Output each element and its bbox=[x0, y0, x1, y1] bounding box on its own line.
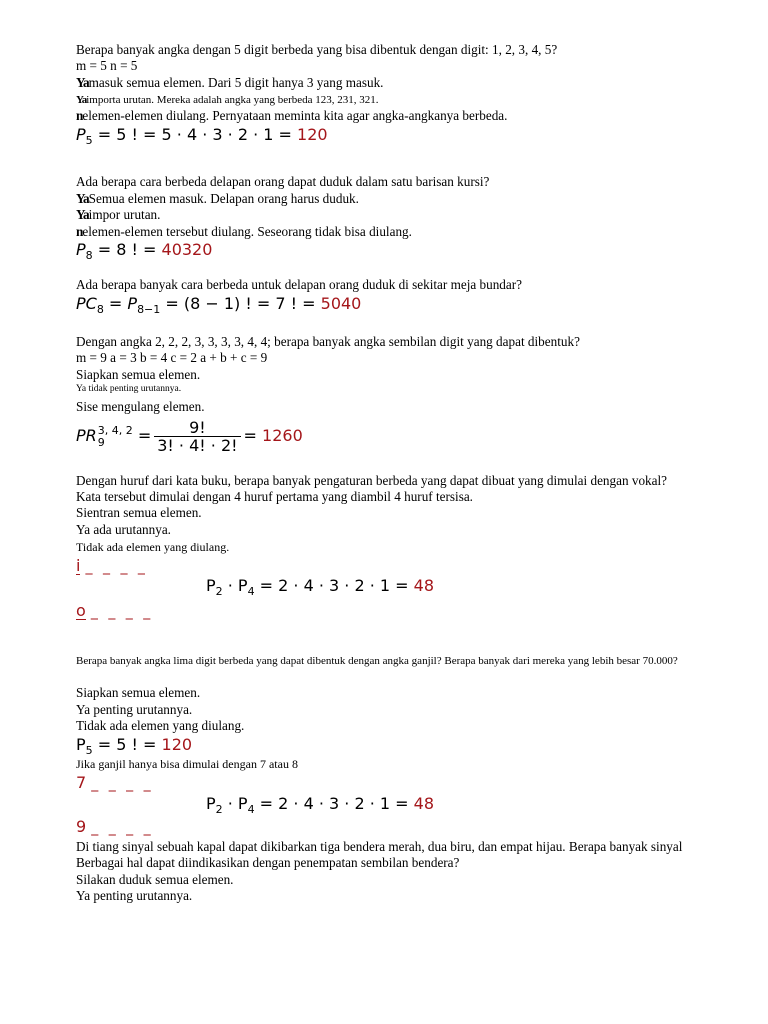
problem-6-start-2 bbox=[76, 817, 154, 838]
formula-subscript: 5 bbox=[85, 744, 93, 757]
problem-4-line-3: Sise mengulang elemen. bbox=[76, 399, 205, 414]
answer-marker: Ya bbox=[76, 207, 89, 222]
line-text: importa urutan. Mereka adalah angka yang berbeda 123, 231, 321. bbox=[86, 94, 379, 106]
problem-5-formula bbox=[206, 576, 434, 602]
formula-result: 120 bbox=[297, 125, 328, 144]
formula-symbol: PC bbox=[76, 294, 97, 313]
problem-6-question: Berapa banyak angka lima digit berbeda yang dapat dibentuk dengan angka ganjil? Berapa banyak dari mereka yang lebih besar 70.000? bbox=[76, 655, 678, 667]
line-text: elemen-elemen tersebut diulang. Seseorang tidak bisa diulang. bbox=[82, 224, 412, 239]
problem-5-question: Dengan huruf dari kata buku, berapa banyak pengaturan berbeda yang dapat dibuat yang dimulai dengan vokal? bbox=[76, 473, 668, 488]
formula-subscript-2: 4 bbox=[247, 585, 255, 598]
problem-2-line-2 bbox=[76, 207, 160, 223]
problem-6-note: Jika ganjil hanya bisa dimulai dengan 7 atau 8 bbox=[76, 757, 298, 771]
problem-7-question-line-2: Berbagai hal dapat diindikasikan dengan penempatan sembilan bendera? bbox=[76, 855, 460, 870]
formula-superscript: 3, 4, 2 bbox=[97, 423, 133, 437]
formula-equals-p: = P bbox=[108, 294, 138, 313]
problem-1-line-2 bbox=[76, 92, 379, 108]
line-text: impor urutan. bbox=[88, 207, 161, 222]
problem-2-question: Ada berapa cara berbeda delapan orang dapat duduk dalam satu barisan kursi? bbox=[76, 174, 490, 189]
formula-result: 120 bbox=[161, 735, 193, 754]
formula-expression: = 5 ! = bbox=[97, 735, 157, 754]
formula-expression: = bbox=[243, 426, 257, 445]
problem-1-line-3 bbox=[76, 108, 507, 124]
problem-4-formula bbox=[76, 418, 303, 454]
problem-5-line-3: Ya ada urutannya. bbox=[76, 522, 171, 537]
blanks: _ _ _ _ bbox=[91, 820, 154, 836]
formula-mid: · P bbox=[222, 576, 248, 595]
formula-symbol: P bbox=[76, 125, 86, 144]
formula-result: 48 bbox=[413, 576, 435, 595]
formula-expression: = 8 ! = bbox=[97, 240, 157, 259]
problem-6-line-3: Tidak ada elemen yang diulang. bbox=[76, 718, 245, 733]
formula-subscript: 2 bbox=[215, 585, 223, 598]
line-text: masuk semua elemen. Dari 5 digit hanya 3 yang masuk. bbox=[88, 75, 384, 90]
problem-6-formula-2 bbox=[206, 794, 434, 820]
formula-result: 48 bbox=[413, 794, 435, 813]
formula-result: 1260 bbox=[262, 426, 303, 445]
problem-6-start-1 bbox=[76, 773, 154, 794]
fraction-numerator: 9! bbox=[154, 419, 240, 437]
problem-4-question: Dengan angka 2, 2, 2, 3, 3, 3, 3, 4, 4; berapa banyak angka sembilan digit yang dapat dibentuk? bbox=[76, 334, 580, 349]
problem-1-question: Berapa banyak angka dengan 5 digit berbeda yang bisa dibentuk dengan digit: 1, 2, 3, 4, 5? bbox=[76, 42, 558, 57]
problem-5-line-1: Kata tersebut dimulai dengan 4 huruf pertama yang diambil 4 huruf tersisa. bbox=[76, 489, 473, 504]
formula-symbol: P bbox=[206, 794, 216, 813]
formula-subscript-2: 4 bbox=[247, 803, 255, 816]
problem-7-line-2: Ya penting urutannya. bbox=[76, 888, 193, 903]
formula-mid: · P bbox=[222, 794, 248, 813]
problem-5-start-2 bbox=[76, 601, 153, 622]
formula-subscript: 2 bbox=[215, 803, 223, 816]
problem-2-line-1 bbox=[76, 191, 359, 207]
formula-symbol: PR bbox=[76, 426, 97, 445]
problem-7-question-line-1: Di tiang sinyal sebuah kapal dapat dikibarkan tiga bendera merah, dua biru, dan empat hijau. Berapa banyak sinyal bbox=[76, 839, 683, 854]
problem-2-formula bbox=[76, 240, 212, 266]
problem-6-line-1: Siapkan semua elemen. bbox=[76, 685, 201, 700]
formula-subscript: 8 bbox=[96, 303, 104, 316]
formula-symbol: P bbox=[76, 240, 86, 259]
answer-marker: Ya bbox=[76, 75, 89, 90]
fraction-denominator: 3! · 4! · 2! bbox=[157, 436, 238, 455]
problem-1-formula bbox=[76, 125, 328, 151]
formula-result: 5040 bbox=[320, 294, 362, 313]
problem-5-start-1 bbox=[76, 556, 148, 577]
start-letter: i bbox=[76, 556, 81, 575]
start-letter: o bbox=[76, 601, 86, 620]
formula-expression: = (8 − 1) ! = 7 ! = bbox=[165, 294, 316, 313]
start-digit: 9 bbox=[76, 817, 87, 836]
formula-result: 40320 bbox=[161, 240, 213, 259]
problem-1-given: m = 5 n = 5 bbox=[76, 58, 138, 73]
blanks: _ _ _ _ bbox=[91, 776, 154, 792]
answer-marker: n bbox=[76, 108, 83, 123]
formula-subscript: 5 bbox=[85, 134, 93, 147]
line-text: elemen-elemen diulang. Pernyataan meminta kita agar angka-angkanya berbeda. bbox=[82, 108, 508, 123]
formula-expression: = 2 · 4 · 3 · 2 · 1 = bbox=[259, 794, 409, 813]
answer-marker: Ya bbox=[76, 191, 89, 206]
problem-2-line-3 bbox=[76, 224, 412, 240]
problem-6-line-2: Ya penting urutannya. bbox=[76, 702, 193, 717]
problem-4-line-1: Siapkan semua elemen. bbox=[76, 367, 201, 382]
problem-4-given: m = 9 a = 3 b = 4 c = 2 a + b + c = 9 bbox=[76, 350, 268, 365]
line-text: Semua elemen masuk. Delapan orang harus duduk. bbox=[88, 191, 359, 206]
problem-5-line-2: Sientran semua elemen. bbox=[76, 505, 202, 520]
formula-subscript: 8 bbox=[85, 249, 93, 262]
problem-3-question: Ada berapa banyak cara berbeda untuk delapan orang duduk di sekitar meja bundar? bbox=[76, 277, 522, 292]
problem-5-line-4: Tidak ada elemen yang diulang. bbox=[76, 540, 230, 554]
start-digit: 7 bbox=[76, 773, 87, 792]
formula-subscript: 9 bbox=[97, 435, 105, 449]
problem-4-line-2: Ya tidak penting urutannya. bbox=[76, 384, 182, 394]
blanks: _ _ _ _ bbox=[85, 559, 148, 575]
answer-marker: Ya bbox=[76, 94, 87, 106]
formula-symbol: P bbox=[206, 576, 216, 595]
answer-marker: n bbox=[76, 224, 83, 239]
blanks: _ _ _ _ bbox=[90, 604, 154, 620]
formula-expression: = 5 ! = 5 · 4 · 3 · 2 · 1 = bbox=[97, 125, 292, 144]
problem-1-line-1 bbox=[76, 75, 383, 91]
formula-subscript-2: 8−1 bbox=[137, 303, 161, 316]
problem-7-line-1: Silakan duduk semua elemen. bbox=[76, 872, 234, 887]
formula-fraction bbox=[154, 419, 240, 454]
problem-3-formula bbox=[76, 294, 361, 320]
formula-equals: = bbox=[137, 426, 152, 445]
formula-expression: = 2 · 4 · 3 · 2 · 1 = bbox=[259, 576, 409, 595]
formula-symbol: P bbox=[76, 735, 86, 754]
